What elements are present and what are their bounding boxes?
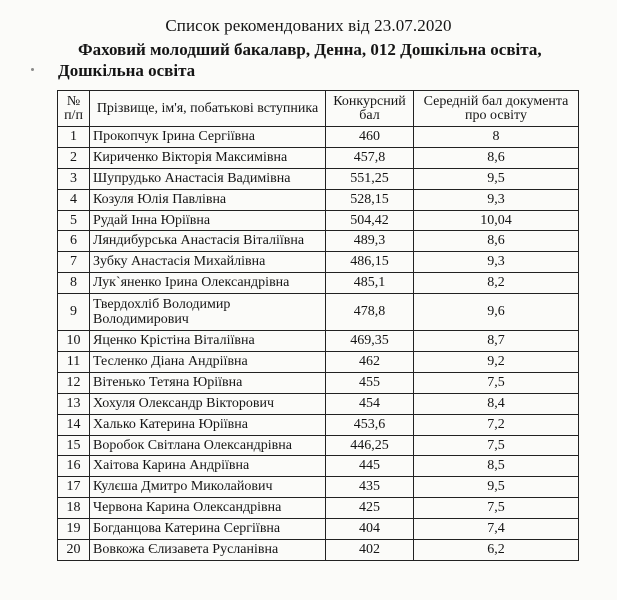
table-row <box>58 540 579 561</box>
competition-score: 454 <box>326 393 414 414</box>
table-row <box>58 127 579 148</box>
row-number: 7 <box>58 252 90 273</box>
table-row <box>58 372 579 393</box>
applicant-name: Шупрудько Анастасія Вадимівна <box>90 168 326 189</box>
applicant-name: Червона Карина Олександрівна <box>90 498 326 519</box>
column-header-average: Середній бал документа про освіту <box>414 91 579 127</box>
document-average: 10,04 <box>414 210 579 231</box>
applicant-name: Воробок Світлана Олександрівна <box>90 435 326 456</box>
table-row <box>58 435 579 456</box>
applicant-name: Рудай Інна Юріївна <box>90 210 326 231</box>
competition-score: 446,25 <box>326 435 414 456</box>
row-number: 10 <box>58 331 90 352</box>
competition-score: 404 <box>326 519 414 540</box>
document-average: 9,5 <box>414 168 579 189</box>
competition-score: 485,1 <box>326 273 414 294</box>
competition-score: 462 <box>326 352 414 373</box>
applicant-name: Прокопчук Ірина Сергіївна <box>90 127 326 148</box>
competition-score: 489,3 <box>326 231 414 252</box>
competition-score: 504,42 <box>326 210 414 231</box>
document-average: 6,2 <box>414 540 579 561</box>
competition-score: 453,6 <box>326 414 414 435</box>
applicant-name: Ляндибурська Анастасія Віталіївна <box>90 231 326 252</box>
document-average: 7,5 <box>414 498 579 519</box>
applicant-name: Вітенько Тетяна Юріївна <box>90 372 326 393</box>
row-number: 5 <box>58 210 90 231</box>
applicant-name: Тесленко Діана Андріївна <box>90 352 326 373</box>
row-number: 6 <box>58 231 90 252</box>
applicant-name: Кириченко Вікторія Максимівна <box>90 147 326 168</box>
row-number: 8 <box>58 273 90 294</box>
subtitle-line-1: Фаховий молодший бакалавр, Денна, 012 Дошкільна освіта, <box>78 40 542 59</box>
row-number: 18 <box>58 498 90 519</box>
document-average: 7,2 <box>414 414 579 435</box>
table-row <box>58 147 579 168</box>
competition-score: 469,35 <box>326 331 414 352</box>
competition-score: 551,25 <box>326 168 414 189</box>
table-row <box>58 210 579 231</box>
document-average: 9,5 <box>414 477 579 498</box>
row-number: 9 <box>58 294 90 331</box>
document-average: 8,4 <box>414 393 579 414</box>
applicant-name: Зубку Анастасія Михайлівна <box>90 252 326 273</box>
row-number: 3 <box>58 168 90 189</box>
document-average: 7,4 <box>414 519 579 540</box>
applicant-name: Твердохліб Володимир Володимирович <box>90 294 326 331</box>
document-average: 8,7 <box>414 331 579 352</box>
table-header-row <box>58 91 579 127</box>
table-row <box>58 519 579 540</box>
row-number: 12 <box>58 372 90 393</box>
document-average: 9,3 <box>414 252 579 273</box>
document-average: 8,5 <box>414 456 579 477</box>
column-header-score: Конкурсний бал <box>326 91 414 127</box>
program-subtitle <box>60 39 600 81</box>
row-number: 19 <box>58 519 90 540</box>
row-number: 17 <box>58 477 90 498</box>
table-row <box>58 414 579 435</box>
applicant-name: Хохуля Олександр Вікторович <box>90 393 326 414</box>
competition-score: 457,8 <box>326 147 414 168</box>
applicant-name: Яценко Крістіна Віталіївна <box>90 331 326 352</box>
row-number: 11 <box>58 352 90 373</box>
document-average: 8,6 <box>414 231 579 252</box>
competition-score: 435 <box>326 477 414 498</box>
competition-score: 486,15 <box>326 252 414 273</box>
competition-score: 528,15 <box>326 189 414 210</box>
document-average: 9,2 <box>414 352 579 373</box>
competition-score: 402 <box>326 540 414 561</box>
table-row <box>58 393 579 414</box>
applicant-name: Козуля Юлія Павлівна <box>90 189 326 210</box>
table-row <box>58 168 579 189</box>
column-header-name: Прізвище, ім'я, побатькові вступника <box>90 91 326 127</box>
table-row <box>58 498 579 519</box>
table-row <box>58 231 579 252</box>
competition-score: 460 <box>326 127 414 148</box>
document-average: 7,5 <box>414 435 579 456</box>
competition-score: 445 <box>326 456 414 477</box>
applicants-table <box>57 90 579 561</box>
competition-score: 455 <box>326 372 414 393</box>
table-row <box>58 456 579 477</box>
row-number: 15 <box>58 435 90 456</box>
table-row <box>58 252 579 273</box>
table-row <box>58 273 579 294</box>
competition-score: 478,8 <box>326 294 414 331</box>
row-number: 16 <box>58 456 90 477</box>
document-average: 9,6 <box>414 294 579 331</box>
subtitle-line-2: Дошкільна освіта <box>58 61 196 80</box>
document-average: 7,5 <box>414 372 579 393</box>
page-title: Список рекомендованих від 23.07.2020 <box>165 16 452 35</box>
table-row <box>58 352 579 373</box>
document-average: 9,3 <box>414 189 579 210</box>
applicant-name: Халько Катерина Юріївна <box>90 414 326 435</box>
applicant-name: Кулєша Дмитро Миколайович <box>90 477 326 498</box>
competition-score: 425 <box>326 498 414 519</box>
document-average: 8,6 <box>414 147 579 168</box>
table-row <box>58 477 579 498</box>
row-number: 4 <box>58 189 90 210</box>
applicant-name: Лук`яненко Ірина Олександрівна <box>90 273 326 294</box>
table-row <box>58 331 579 352</box>
row-number: 2 <box>58 147 90 168</box>
applicant-name: Богданцова Катерина Сергіївна <box>90 519 326 540</box>
row-number: 13 <box>58 393 90 414</box>
document-average: 8,2 <box>414 273 579 294</box>
document-average: 8 <box>414 127 579 148</box>
column-header-number: № п/п <box>58 91 90 127</box>
row-number: 20 <box>58 540 90 561</box>
applicant-name: Вовкожа Єлизавета Русланівна <box>90 540 326 561</box>
scan-speck <box>31 68 34 71</box>
table-row <box>58 189 579 210</box>
row-number: 14 <box>58 414 90 435</box>
row-number: 1 <box>58 127 90 148</box>
applicant-name: Хаітова Карина Андріївна <box>90 456 326 477</box>
table-row <box>58 294 579 331</box>
